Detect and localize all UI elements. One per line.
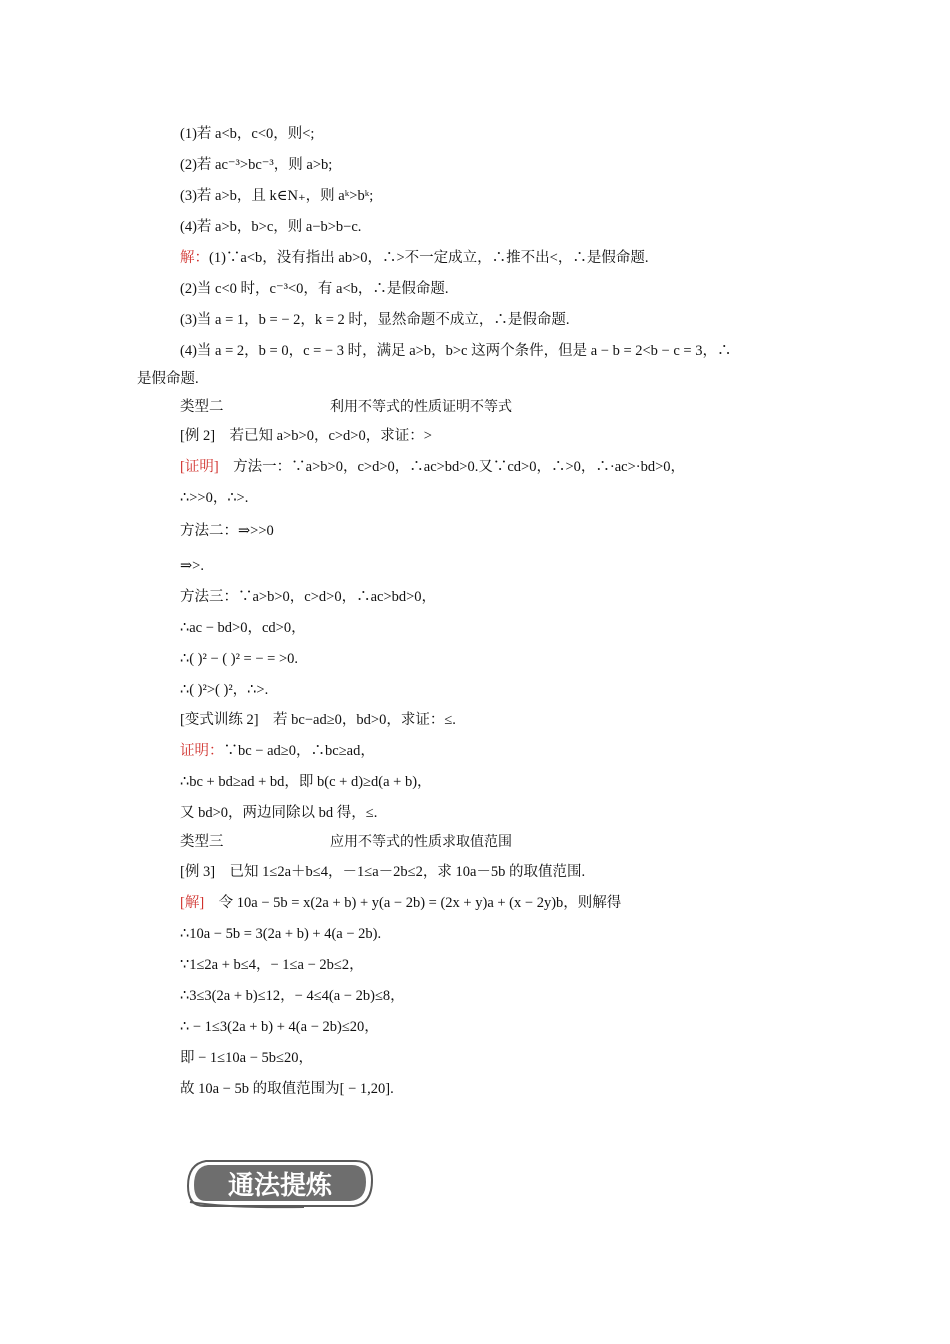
type3-heading	[180, 832, 512, 852]
problem-3: (3)若 a>b，且 k∈N₊，则 aᵏ>bᵏ;	[180, 188, 374, 204]
solution-4-cont: 是假命题.	[137, 371, 199, 387]
solution-4: (4)当 a = 2，b = 0，c = − 3 时，满足 a>b，b>c 这两个条件，但是 a − b = 2<b − c = 3，∴	[180, 343, 732, 359]
example-3: [例 3] 已知 1≤2a＋b≤4，－1≤a－2b≤2，求 10a－5b 的取值范围.	[180, 864, 586, 880]
solution-line-6: 即 − 1≤10a − 5b≤20，	[180, 1050, 313, 1066]
solution-line-5: ∴ − 1≤3(2a + b) + 4(a − 2b)≤20，	[180, 1019, 379, 1035]
type3-label: 类型三	[180, 834, 224, 850]
solution-1	[180, 248, 649, 268]
proof-label: [证明]	[180, 459, 219, 475]
solution-label-3: [解]	[180, 895, 205, 911]
solution-line-1-text: 令 10a − 5b = x(2a + b) + y(a − 2b) = (2x + y)a + (x − 2y)b，则解得	[204, 895, 622, 911]
proof-line-4: ⇒>.	[180, 558, 204, 574]
proof-label-2: 证明：	[180, 743, 224, 759]
proof-line-2: ∴>>0，∴>.	[180, 490, 249, 506]
proof-line-1	[180, 457, 685, 477]
example-2: [例 2] 若已知 a>b>0，c>d>0，求证：>	[180, 428, 432, 444]
type2-heading	[180, 397, 512, 417]
proof-line-8: ∴( )²>( )²，∴>.	[180, 682, 269, 698]
variant-2-proof-2: ∴bc + bd≥ad + bd，即 b(c + d)≥d(a + b)，	[180, 774, 432, 790]
proof-line-7: ∴( )² − ( )² = − = >0.	[180, 651, 298, 667]
type2-title: 利用不等式的性质证明不等式	[330, 399, 512, 415]
problem-4: (4)若 a>b，b>c，则 a−b>b−c.	[180, 219, 362, 235]
section-badge	[184, 1158, 374, 1210]
proof-line-6: ∴ac − bd>0，cd>0，	[180, 620, 306, 636]
solution-line-7: 故 10a − 5b 的取值范围为[ − 1,20].	[180, 1081, 394, 1097]
variant-2-proof-1-text: ∵bc − ad≥0，∴bc≥ad，	[223, 743, 375, 759]
variant-2: [变式训练 2] 若 bc−ad≥0，bd>0，求证：≤.	[180, 712, 456, 728]
proof-line-5: 方法三：∵a>b>0，c>d>0，∴ac>bd>0，	[180, 589, 437, 605]
problem-2: (2)若 ac⁻³>bc⁻³，则 a>b;	[180, 157, 333, 173]
solution-line-2: ∴10a − 5b = 3(2a + b) + 4(a − 2b).	[180, 926, 382, 942]
solution-3: (3)当 a = 1，b = − 2，k = 2 时，显然命题不成立，∴是假命题.	[180, 312, 570, 328]
solution-label: 解：	[180, 250, 209, 266]
solution-2: (2)当 c<0 时，c⁻³<0，有 a<b，∴是假命题.	[180, 281, 449, 297]
solution-1-text: (1)∵a<b，没有指出 ab>0，∴>不一定成立，∴推不出<，∴是假命题.	[209, 250, 649, 266]
variant-2-proof-1	[180, 741, 375, 761]
section-badge-graphic	[184, 1158, 374, 1210]
solution-line-1	[180, 893, 621, 913]
variant-2-proof-3: 又 bd>0，两边同除以 bd 得，≤.	[180, 805, 378, 821]
solution-line-3: ∵1≤2a + b≤4，− 1≤a − 2b≤2，	[180, 957, 364, 973]
type3-title: 应用不等式的性质求取值范围	[330, 834, 512, 850]
solution-line-4: ∴3≤3(2a + b)≤12，− 4≤4(a − 2b)≤8，	[180, 988, 405, 1004]
problem-1: (1)若 a<b，c<0，则<;	[180, 126, 315, 142]
proof-line-3: 方法二：⇒>>0	[180, 523, 274, 539]
proof-line-1-text: 方法一：∵a>b>0，c>d>0，∴ac>bd>0.又∵cd>0，∴>0，∴·ac>·bd>0，	[218, 459, 686, 475]
type2-label: 类型二	[180, 399, 224, 415]
section-badge-text: 通法提炼	[227, 1171, 333, 1201]
